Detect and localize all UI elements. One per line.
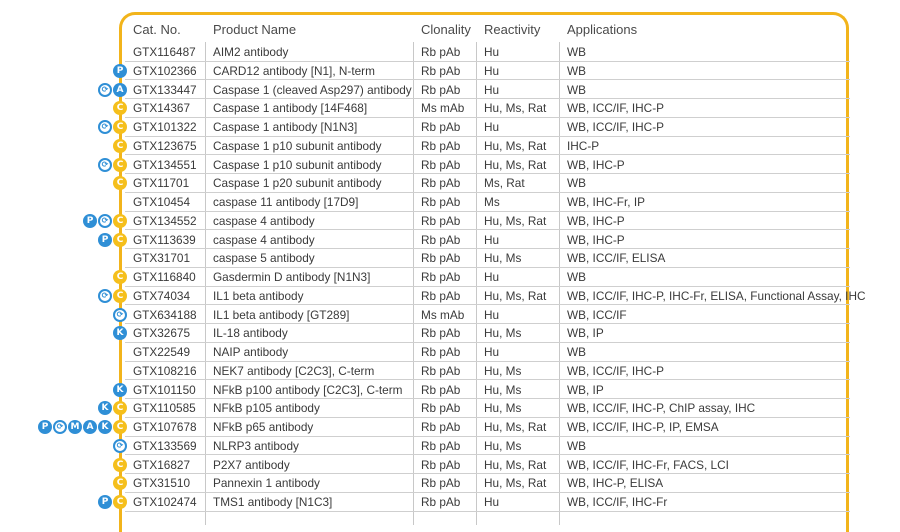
- reactivity-cell: Hu, Ms, Rat: [484, 420, 547, 434]
- knockout-icon: K: [98, 420, 112, 434]
- reactivity-cell: Hu, Ms: [484, 251, 522, 266]
- applications-cell: WB, ICC/IF, IHC-P, IP, EMSA: [567, 420, 719, 434]
- clonality-cell: Rb pAb: [421, 120, 461, 134]
- table-row: [0, 287, 900, 306]
- applications-cell: WB: [567, 176, 587, 191]
- reactivity-cell: Hu, Ms, Rat: [484, 457, 547, 472]
- applications-cell: WB, IHC-P, ELISA: [567, 476, 664, 491]
- applications-cell: WB, IP: [567, 382, 604, 397]
- reactivity-cell: Hu, Ms: [484, 401, 522, 416]
- cat-no-cell: GTX113639: [133, 232, 196, 247]
- table-row: [0, 81, 900, 100]
- header-clonality: Clonality: [421, 22, 471, 37]
- reactivity-cell: Ms, Rat: [484, 176, 525, 191]
- product-name-cell: Gasdermin D antibody [N1N3]: [213, 270, 371, 284]
- m-icon: M: [68, 420, 82, 434]
- row-icons: [98, 158, 127, 173]
- table-row: [0, 193, 900, 212]
- cat-no-cell: GTX101322: [133, 120, 197, 134]
- table-row: [0, 456, 900, 475]
- table-row: [0, 174, 900, 193]
- clonality-cell: Rb pAb: [421, 251, 461, 266]
- clonality-cell: Rb pAb: [421, 382, 461, 397]
- cat-no-cell: GTX108216: [133, 363, 197, 378]
- applications-cell: WB, ICC/IF, IHC-P: [567, 101, 664, 116]
- table-row: [0, 118, 900, 137]
- row-icons: [98, 120, 127, 135]
- row-icons: [113, 308, 127, 323]
- applications-cell: WB, ICC/IF, IHC-P, IHC-Fr, ELISA, Functional Assay, IHC: [567, 288, 866, 303]
- product-name-cell: Caspase 1 p10 subunit antibody: [213, 157, 382, 172]
- product-name-cell: IL1 beta antibody: [213, 288, 304, 303]
- table-row: [0, 362, 900, 381]
- applications-cell: WB, ICC/IF, IHC-P: [567, 363, 664, 378]
- cat-no-cell: GTX11701: [133, 176, 190, 191]
- clonality-cell: Rb pAb: [421, 420, 461, 434]
- reactivity-cell: Hu: [484, 82, 500, 97]
- reactivity-cell: Hu, Ms, Rat: [484, 476, 547, 491]
- reactivity-cell: Hu: [484, 232, 500, 247]
- applications-cell: WB, ICC/IF, IHC-Fr: [567, 495, 668, 509]
- clonality-cell: Rb pAb: [421, 270, 461, 284]
- clonality-cell: Rb pAb: [421, 345, 461, 359]
- cat-no-cell: GTX22549: [133, 345, 191, 359]
- table-row: [0, 343, 900, 362]
- application-icon: A: [83, 420, 97, 434]
- table-row: [0, 381, 900, 400]
- citation-icon: C: [113, 101, 127, 115]
- product-name-cell: Caspase 1 antibody [N1N3]: [213, 120, 358, 134]
- reactivity-cell: Hu: [484, 495, 500, 509]
- citation-icon: C: [113, 233, 127, 247]
- cat-no-cell: GTX110585: [133, 401, 196, 416]
- table-row: [0, 99, 900, 118]
- row-icons: [98, 233, 127, 248]
- clonality-cell: Rb pAb: [421, 438, 461, 453]
- cat-no-cell: GTX14367: [133, 101, 191, 116]
- knockout-icon: K: [113, 326, 127, 340]
- cat-no-cell: GTX32675: [133, 326, 191, 341]
- product-name-cell: Caspase 1 antibody [14F468]: [213, 101, 368, 116]
- recombinant-ring-icon: ⟳: [98, 214, 112, 228]
- publication-icon: P: [98, 495, 112, 509]
- header-cat-no: Cat. No.: [133, 22, 181, 37]
- product-name-cell: Pannexin 1 antibody: [213, 476, 320, 491]
- product-name-cell: NFkB p105 antibody: [213, 401, 320, 416]
- clonality-cell: Rb pAb: [421, 82, 461, 97]
- row-icons: [98, 401, 127, 416]
- applications-cell: WB, IHC-Fr, IP: [567, 195, 645, 209]
- header-reactivity: Reactivity: [484, 22, 541, 37]
- cat-no-cell: GTX10454: [133, 195, 191, 209]
- reactivity-cell: Hu: [484, 63, 500, 78]
- cat-no-cell: GTX31510: [133, 476, 191, 491]
- applications-cell: WB: [567, 82, 587, 97]
- row-icons: [113, 270, 127, 285]
- applications-cell: WB: [567, 345, 587, 359]
- row-icons: [98, 289, 127, 304]
- product-name-cell: caspase 4 antibody: [213, 232, 315, 247]
- product-name-cell: Caspase 1 p20 subunit antibody: [213, 176, 382, 191]
- clonality-cell: Rb pAb: [421, 63, 461, 78]
- clonality-cell: Rb pAb: [421, 195, 461, 209]
- reactivity-cell: Hu, Ms, Rat: [484, 138, 547, 153]
- reactivity-cell: Hu, Ms, Rat: [484, 101, 547, 116]
- row-icons: [113, 176, 127, 191]
- row-icons: [83, 214, 127, 229]
- cat-no-cell: GTX74034: [133, 288, 191, 303]
- applications-cell: WB, ICC/IF, IHC-Fr, FACS, LCI: [567, 457, 729, 472]
- applications-cell: WB, IHC-P: [567, 213, 625, 228]
- table-row: [0, 212, 900, 231]
- table-row: [0, 306, 900, 325]
- applications-cell: WB: [567, 270, 587, 284]
- row-icons: [113, 64, 127, 79]
- applications-cell: WB: [567, 63, 587, 78]
- product-name-cell: caspase 11 antibody [17D9]: [213, 195, 359, 209]
- table-row: [0, 437, 900, 456]
- citation-icon: C: [113, 495, 127, 509]
- table-row: [0, 231, 900, 250]
- citation-icon: C: [113, 139, 127, 153]
- product-name-cell: NLRP3 antibody: [213, 438, 299, 453]
- applications-cell: WB, ICC/IF, IHC-P, ChIP assay, IHC: [567, 401, 756, 416]
- reactivity-cell: Hu, Ms, Rat: [484, 288, 547, 303]
- applications-cell: WB: [567, 438, 587, 453]
- table-row: [0, 156, 900, 175]
- recombinant-ring-icon: ⟳: [98, 289, 112, 303]
- applications-cell: WB, IHC-P: [567, 232, 625, 247]
- table-row: [0, 137, 900, 156]
- applications-cell: WB, ICC/IF, IHC-P: [567, 120, 664, 134]
- product-name-cell: IL-18 antibody: [213, 326, 288, 341]
- knockout-icon: K: [113, 383, 127, 397]
- recombinant-ring-icon: ⟳: [113, 308, 127, 322]
- reactivity-cell: Hu: [484, 270, 500, 284]
- cat-no-cell: GTX116487: [133, 45, 196, 59]
- product-name-cell: AIM2 antibody: [213, 45, 289, 59]
- knockout-icon: K: [98, 401, 112, 415]
- clonality-cell: Rb pAb: [421, 45, 461, 59]
- citation-icon: C: [113, 270, 127, 284]
- clonality-cell: Rb pAb: [421, 363, 461, 378]
- reactivity-cell: Hu, Ms: [484, 326, 522, 341]
- cat-no-cell: GTX101150: [133, 382, 196, 397]
- table-row: [0, 43, 900, 62]
- product-name-cell: Caspase 1 p10 subunit antibody: [213, 138, 382, 153]
- cat-no-cell: GTX634188: [133, 307, 197, 322]
- row-icons: [113, 326, 127, 341]
- cat-no-cell: GTX116840: [133, 270, 196, 284]
- table-row: [0, 474, 900, 493]
- row-icons: [113, 383, 127, 398]
- applications-cell: WB, ICC/IF, ELISA: [567, 251, 666, 266]
- publication-icon: P: [83, 214, 97, 228]
- row-divider: [125, 511, 850, 512]
- product-name-cell: CARD12 antibody [N1], N-term: [213, 63, 375, 78]
- product-name-cell: TMS1 antibody [N1C3]: [213, 495, 333, 509]
- citation-icon: C: [113, 458, 127, 472]
- product-name-cell: IL1 beta antibody [GT289]: [213, 307, 350, 322]
- table-row: [0, 418, 900, 437]
- clonality-cell: Ms mAb: [421, 307, 465, 322]
- cat-no-cell: GTX133447: [133, 82, 197, 97]
- row-icons: [98, 83, 127, 98]
- reactivity-cell: Hu: [484, 120, 500, 134]
- cat-no-cell: GTX102474: [133, 495, 197, 509]
- applications-cell: WB, IHC-P: [567, 157, 625, 172]
- product-name-cell: NFkB p65 antibody: [213, 420, 314, 434]
- citation-icon: C: [113, 214, 127, 228]
- reactivity-cell: Hu, Ms: [484, 382, 522, 397]
- clonality-cell: Rb pAb: [421, 326, 461, 341]
- table-row: [0, 399, 900, 418]
- recombinant-ring-icon: ⟳: [53, 420, 67, 434]
- citation-icon: C: [113, 476, 127, 490]
- clonality-cell: Rb pAb: [421, 288, 461, 303]
- product-name-cell: NFkB p100 antibody [C2C3], C-term: [213, 382, 403, 397]
- table-row: [0, 268, 900, 287]
- recombinant-ring-icon: ⟳: [98, 83, 112, 97]
- cat-no-cell: GTX107678: [133, 420, 197, 434]
- reactivity-cell: Hu: [484, 345, 500, 359]
- row-icons: [98, 495, 127, 510]
- product-name-cell: caspase 5 antibody: [213, 251, 315, 266]
- application-icon: A: [113, 83, 127, 97]
- cat-no-cell: GTX31701: [133, 251, 191, 266]
- clonality-cell: Rb pAb: [421, 457, 461, 472]
- applications-cell: WB: [567, 45, 587, 59]
- table-row: [0, 324, 900, 343]
- cat-no-cell: GTX134551: [133, 157, 197, 172]
- clonality-cell: Rb pAb: [421, 232, 461, 247]
- reactivity-cell: Hu, Ms, Rat: [484, 157, 547, 172]
- applications-cell: IHC-P: [567, 138, 600, 153]
- citation-icon: C: [113, 176, 127, 190]
- recombinant-ring-icon: ⟳: [98, 158, 112, 172]
- header-applications: Applications: [567, 22, 638, 37]
- clonality-cell: Rb pAb: [421, 401, 461, 416]
- recombinant-ring-icon: ⟳: [98, 120, 112, 134]
- product-name-cell: caspase 4 antibody: [213, 213, 315, 228]
- row-icons: [38, 420, 127, 435]
- product-name-cell: P2X7 antibody: [213, 457, 290, 472]
- reactivity-cell: Ms: [484, 195, 500, 209]
- clonality-cell: Rb pAb: [421, 495, 461, 509]
- product-name-cell: NAIP antibody: [213, 345, 289, 359]
- reactivity-cell: Hu: [484, 307, 500, 322]
- citation-icon: C: [113, 420, 127, 434]
- reactivity-cell: Hu, Ms: [484, 438, 522, 453]
- row-icons: [113, 101, 127, 116]
- applications-cell: WB, IP: [567, 326, 604, 341]
- product-name-cell: Caspase 1 (cleaved Asp297) antibody: [213, 82, 412, 97]
- clonality-cell: Rb pAb: [421, 476, 461, 491]
- reactivity-cell: Hu, Ms: [484, 363, 522, 378]
- recombinant-ring-icon: ⟳: [113, 439, 127, 453]
- row-icons: [113, 139, 127, 154]
- applications-cell: WB, ICC/IF: [567, 307, 627, 322]
- table-row: [0, 62, 900, 81]
- product-name-cell: NEK7 antibody [C2C3], C-term: [213, 363, 375, 378]
- clonality-cell: Rb pAb: [421, 213, 461, 228]
- publication-icon: P: [38, 420, 52, 434]
- cat-no-cell: GTX123675: [133, 138, 197, 153]
- reactivity-cell: Hu: [484, 45, 500, 59]
- clonality-cell: Rb pAb: [421, 138, 461, 153]
- cat-no-cell: GTX16827: [133, 457, 191, 472]
- row-icons: [113, 439, 127, 454]
- table-row: [0, 249, 900, 268]
- publication-icon: P: [98, 233, 112, 247]
- cat-no-cell: GTX102366: [133, 63, 197, 78]
- reactivity-cell: Hu, Ms, Rat: [484, 213, 547, 228]
- row-icons: [113, 476, 127, 491]
- clonality-cell: Ms mAb: [421, 101, 465, 116]
- row-icons: [113, 458, 127, 473]
- citation-icon: C: [113, 158, 127, 172]
- clonality-cell: Rb pAb: [421, 157, 461, 172]
- clonality-cell: Rb pAb: [421, 176, 461, 191]
- header-product-name: Product Name: [213, 22, 297, 37]
- citation-icon: C: [113, 401, 127, 415]
- cat-no-cell: GTX133569: [133, 438, 197, 453]
- citation-icon: C: [113, 120, 127, 134]
- table-row: [0, 493, 900, 512]
- citation-icon: C: [113, 289, 127, 303]
- publication-icon: P: [113, 64, 127, 78]
- cat-no-cell: GTX134552: [133, 213, 197, 228]
